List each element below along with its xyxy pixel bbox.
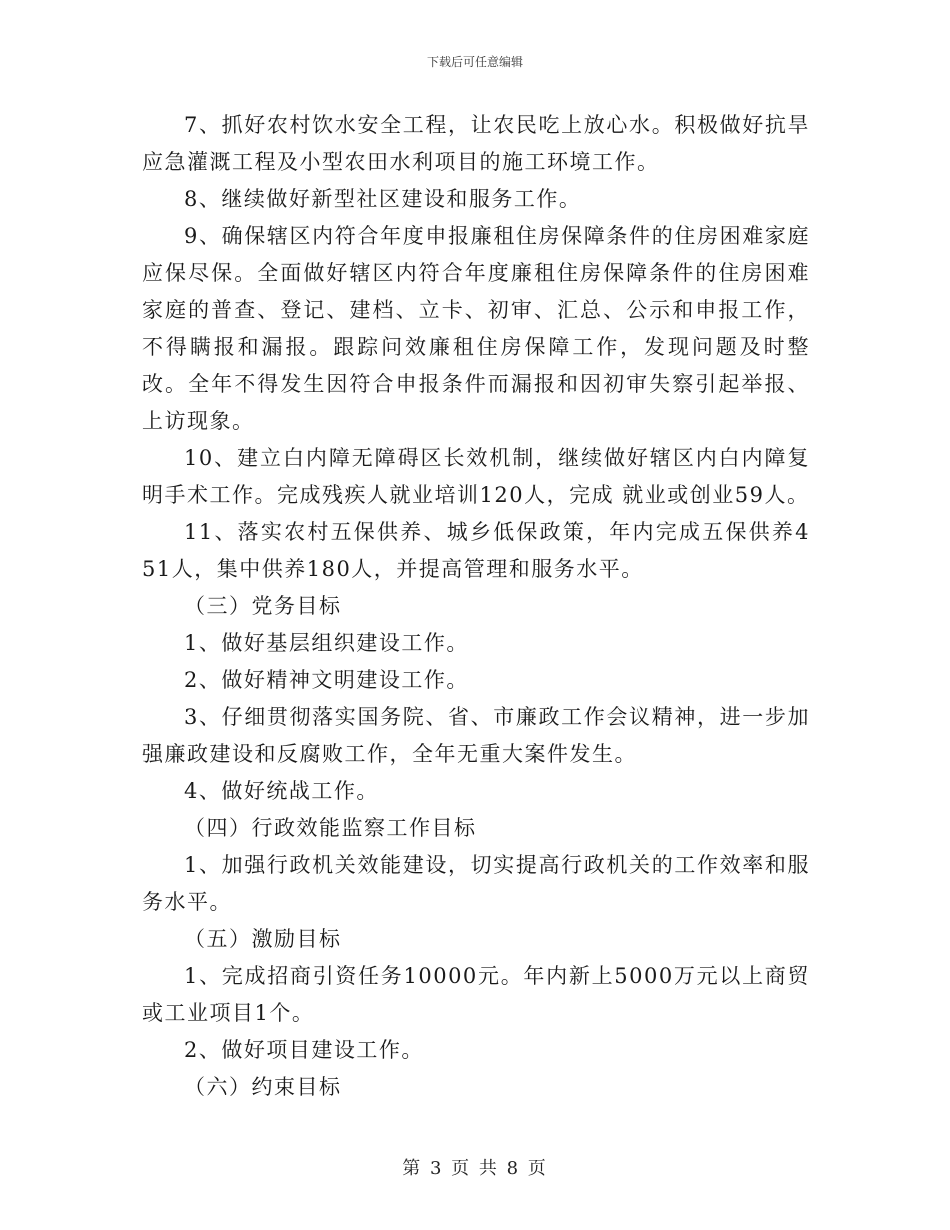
section-heading: （五）激励目标 <box>184 927 342 951</box>
paragraph: 9、确保辖区内符合年度申报廉租住房保障条件的住房困难家庭应保尽保。全面做好辖区内符合年度廉租住房保障条件的住房困难家庭的普查、登记、建档、立卡、初审、汇总、公示和申报工作，不得瞒报和漏报。跟踪问效廉租住房保障工作，发现问题及时整改。全年不得发生因符合申报条件而漏报和因初审失察引起举报、上访现象。 <box>142 224 810 433</box>
section-heading: （三）党务目标 <box>184 594 342 618</box>
paragraph: 10、建立白内障无障碍区长效机制，继续做好辖区内白内障复明手术工作。完成残疾人就业培训120人，完成 就业或创业59人。 <box>142 446 810 507</box>
paragraph: 1、加强行政机关效能建设，切实提高行政机关的工作效率和服务水平。 <box>142 853 810 914</box>
paragraph: 2、做好精神文明建设工作。 <box>184 668 469 692</box>
paragraph: 8、继续做好新型社区建设和服务工作。 <box>184 187 582 211</box>
paragraph: 1、完成招商引资任务10000元。年内新上5000万元以上商贸或工业项目1个。 <box>142 964 810 1025</box>
section-heading: （四）行政效能监察工作目标 <box>184 816 477 840</box>
paragraph: 2、做好项目建设工作。 <box>184 1038 424 1062</box>
paragraph: 11、落实农村五保供养、城乡低保政策，年内完成五保供养4 51人，集中供养180人，并提高管理和服务水平。 <box>142 520 810 581</box>
document-body <box>142 107 810 1106</box>
section-heading: （六）约束目标 <box>184 1075 342 1099</box>
header-note: 下载后可任意编辑 <box>426 55 523 69</box>
paragraph: 3、仔细贯彻落实国务院、省、市廉政工作会议精神，进一步加强廉政建设和反腐败工作，全年无重大案件发生。 <box>142 705 810 766</box>
paragraph: 1、做好基层组织建设工作。 <box>184 631 469 655</box>
paragraph: 4、做好统战工作。 <box>184 779 379 803</box>
page-number: 第 3 页 共 8 页 <box>402 1158 548 1179</box>
paragraph: 7、抓好农村饮水安全工程，让农民吃上放心水。积极做好抗旱应急灌溉工程及小型农田水利项目的施工环境工作。 <box>142 113 810 174</box>
